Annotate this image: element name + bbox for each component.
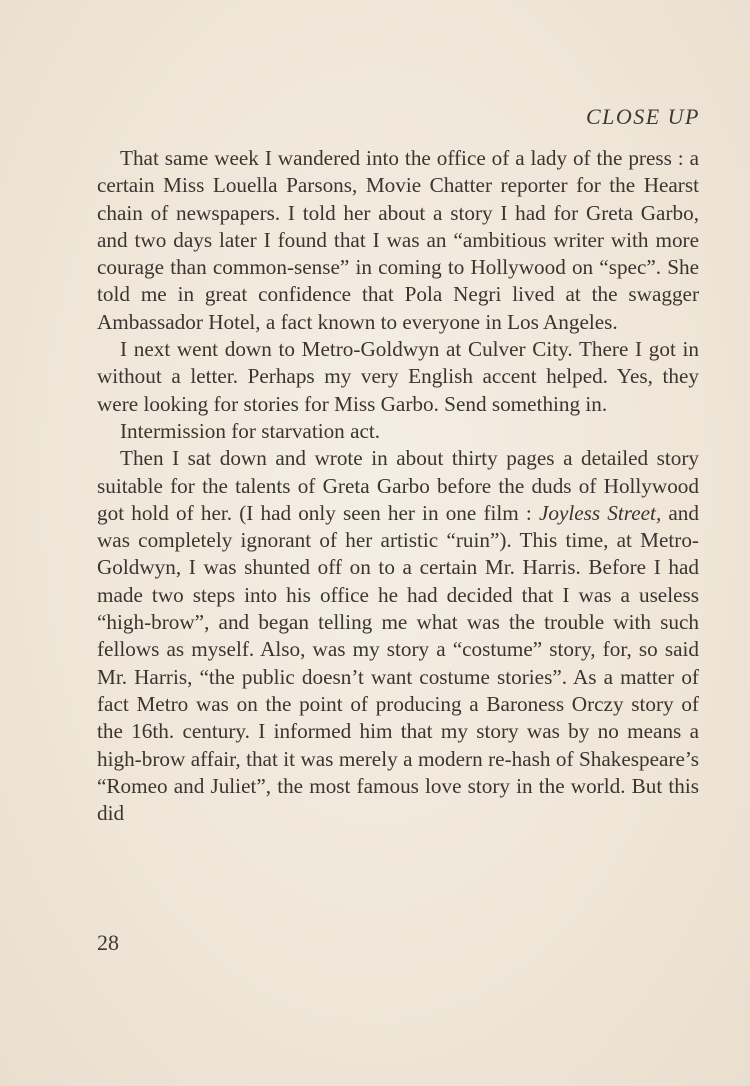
paragraph-2: I next went down to Metro-Goldwyn at Culver City. There I got in without a letter. Perhaps my very English accent helped. Yes, they were looking for stories for Miss Garbo. Send something in. [97, 337, 699, 416]
film-title: Joyless Street, [538, 500, 662, 525]
paragraph-4-before: Then I sat down and wrote in about thirty pages a detailed story suitable for the talents of Greta Garbo before the duds of Hollywood got hold of her. (I had only seen her in one film : [97, 446, 699, 525]
page-number: 28 [97, 930, 119, 955]
body-text [97, 145, 699, 827]
running-head: CLOSE UP [585, 104, 700, 129]
paragraph-4-after: and was completely ignorant of her artistic “ruin”). This time, at Metro-Goldwyn, I was shunted off on to a certain Mr. Harris. Before I had made two steps into his office he had decided that I was a useless “high-brow”, and began telling me what was the trouble with such fellows as myself. Also, was my story a “costume” story, for, so said Mr. Harris, “the public doesn’t want costume stories”. As a matter of fact Metro was on the point of producing a Baroness Orczy story of the 16th. century. I informed him that my story was by no means a high-brow affair, that it was merely a modern re-hash of Shakespeare’s “Romeo and Juliet”, the most famous love story in the world. But this did [97, 500, 699, 826]
paragraph-4 [97, 445, 699, 827]
paragraph-1: That same week I wandered into the office of a lady of the press : a certain Miss Louella Parsons, Movie Chatter reporter for the Hearst chain of newspapers. I told her about a story I had for Greta Garbo, and two days later I found that I was an “ambitious writer with more courage than common-sense” in coming to Hollywood on “spec”. She told me in great confidence that Pola Negri lived at the swagger Ambassador Hotel, a fact known to everyone in Los Angeles. [97, 146, 699, 334]
paragraph-3: Intermission for starvation act. [120, 418, 381, 443]
